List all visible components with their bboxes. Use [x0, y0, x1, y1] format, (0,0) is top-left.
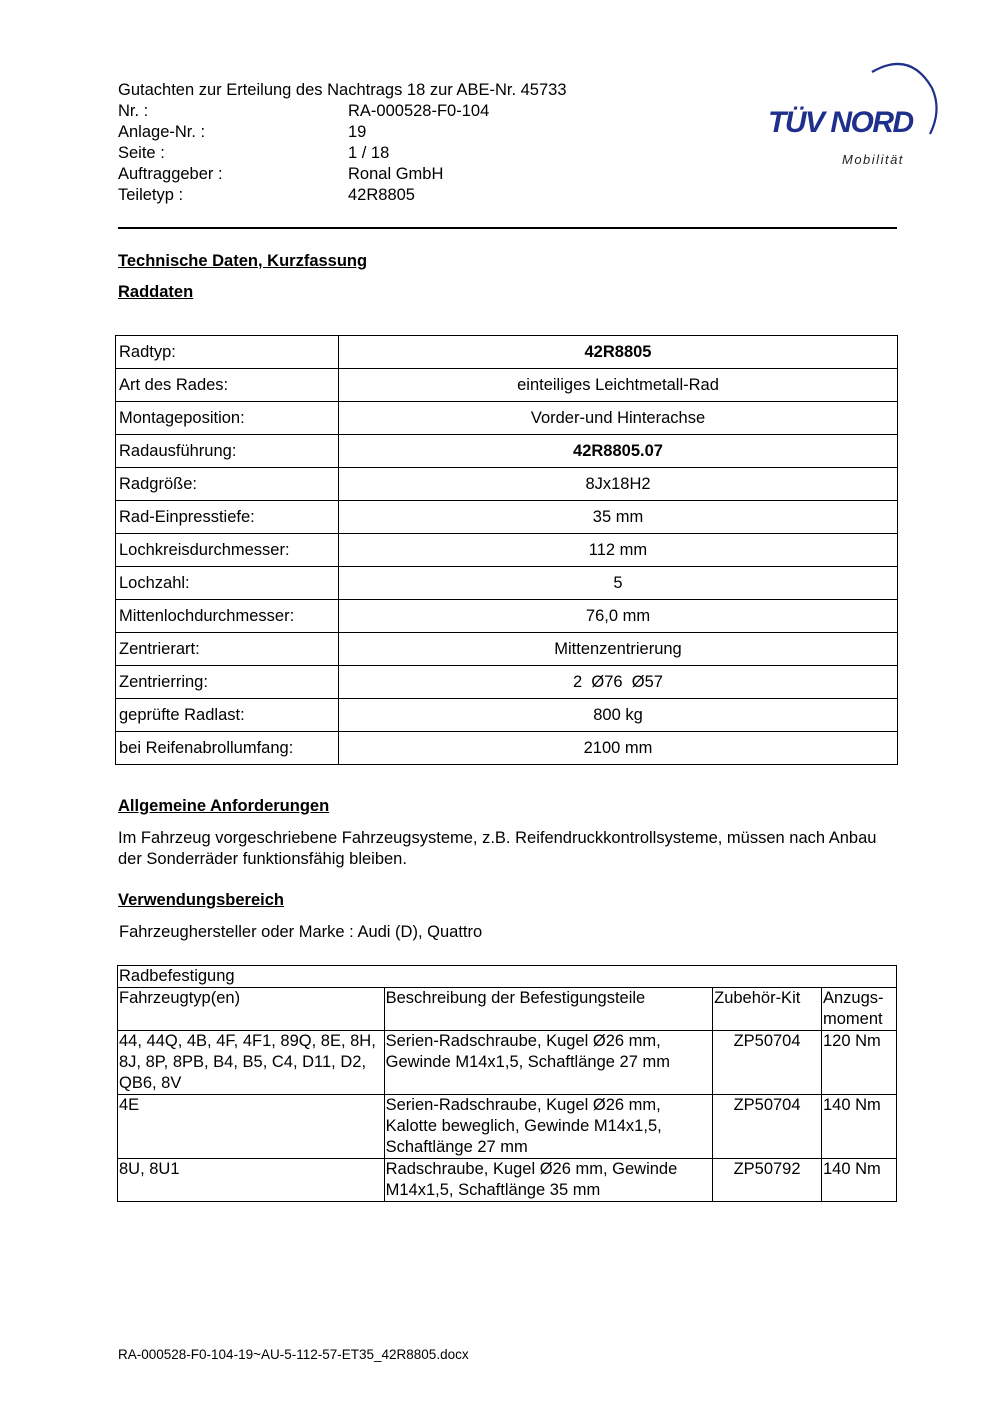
table-cell-kit: ZP50704	[713, 1095, 822, 1159]
header-label: Nr. :	[118, 102, 149, 120]
logo-brand: TÜV NORD	[768, 106, 913, 139]
table-value: 8Jx18H2	[339, 468, 898, 501]
table-value: 76,0 mm	[339, 600, 898, 633]
table-cell-desc: Serien-Radschraube, Kugel Ø26 mm, Gewinde M14x1,5, Schaftlänge 27 mm	[384, 1031, 712, 1095]
header-label: Seite :	[118, 144, 165, 162]
section-heading-raddaten: Raddaten	[118, 283, 194, 301]
table-cell-kit: ZP50792	[713, 1159, 822, 1202]
table-row	[116, 534, 898, 567]
table-value: 5	[339, 567, 898, 600]
table-cell-types: 4E	[118, 1095, 385, 1159]
table-key: Lochkreisdurchmesser:	[116, 534, 339, 567]
table-cell-torque: 120 Nm	[822, 1031, 897, 1095]
table-caption-row	[118, 966, 897, 988]
tuv-nord-logo	[760, 58, 940, 173]
table-cell-types: 44, 44Q, 4B, 4F, 4F1, 89Q, 8E, 8H, 8J, 8P, 8PB, B4, B5, C4, D11, D2, QB6, 8V	[118, 1031, 385, 1095]
table-row	[116, 699, 898, 732]
table-row	[116, 567, 898, 600]
table-key: Radgröße:	[116, 468, 339, 501]
wheel-fixing-table	[117, 965, 897, 1202]
section-heading-verwendung: Verwendungsbereich	[118, 891, 284, 909]
table-value: 2100 mm	[339, 732, 898, 765]
table-key: Art des Rades:	[116, 369, 339, 402]
table-row	[118, 1095, 897, 1159]
header-value: RA-000528-F0-104	[348, 102, 490, 120]
table-key: Radtyp:	[116, 336, 339, 369]
table-value: 42R8805	[339, 336, 898, 369]
table-row	[116, 402, 898, 435]
table-value: 42R8805.07	[339, 435, 898, 468]
table-key: Lochzahl:	[116, 567, 339, 600]
header-row-teiletyp	[118, 185, 567, 206]
column-header: Fahrzeugtyp(en)	[118, 988, 385, 1031]
table-cell-desc: Radschraube, Kugel Ø26 mm, Gewinde M14x1,5, Schaftlänge 35 mm	[384, 1159, 712, 1202]
table-value: Vorder-und Hinterachse	[339, 402, 898, 435]
table-cell-kit: ZP50704	[713, 1031, 822, 1095]
table-cell-torque: 140 Nm	[822, 1095, 897, 1159]
table-cell-types: 8U, 8U1	[118, 1159, 385, 1202]
table-value: 2 Ø76 Ø57	[339, 666, 898, 699]
table-row	[116, 369, 898, 402]
document-header	[118, 80, 567, 206]
table-key: Montageposition:	[116, 402, 339, 435]
wheel-data-table	[115, 335, 898, 765]
header-label: Anlage-Nr. :	[118, 123, 206, 141]
table-value: einteiliges Leichtmetall-Rad	[339, 369, 898, 402]
header-row-auftraggeber	[118, 164, 567, 185]
table-row	[116, 600, 898, 633]
header-label: Auftraggeber :	[118, 165, 223, 183]
table-row	[116, 732, 898, 765]
header-row-anlage	[118, 122, 567, 143]
table-value: 35 mm	[339, 501, 898, 534]
table-header-row	[118, 988, 897, 1031]
header-value: 42R8805	[348, 186, 415, 204]
header-row-seite	[118, 143, 567, 164]
table-row	[116, 468, 898, 501]
section-heading-allgemein: Allgemeine Anforderungen	[118, 797, 330, 815]
table-key: Radausführung:	[116, 435, 339, 468]
logo-subtitle: Mobilität	[842, 152, 904, 167]
column-header: Anzugs-moment	[822, 988, 897, 1031]
header-value: 1 / 18	[348, 144, 390, 162]
table-row	[118, 1031, 897, 1095]
table-value: 800 kg	[339, 699, 898, 732]
table-row	[116, 666, 898, 699]
header-row-nr	[118, 101, 567, 122]
document-footer: RA-000528-F0-104-19~AU-5-112-57-ET35_42R8805.docx	[118, 1347, 469, 1362]
table-caption: Radbefestigung	[118, 966, 897, 988]
table-key: bei Reifenabrollumfang:	[116, 732, 339, 765]
header-value: Ronal GmbH	[348, 165, 444, 183]
header-label: Teiletyp :	[118, 186, 184, 204]
table-key: geprüfte Radlast:	[116, 699, 339, 732]
header-divider	[118, 227, 897, 229]
table-key: Rad-Einpresstiefe:	[116, 501, 339, 534]
document-title: Gutachten zur Erteilung des Nachtrags 18 zur ABE-Nr. 45733	[118, 81, 567, 99]
table-row	[116, 435, 898, 468]
column-header: Zubehör-Kit	[713, 988, 822, 1031]
table-value: 112 mm	[339, 534, 898, 567]
table-key: Zentrierring:	[116, 666, 339, 699]
table-key: Zentrierart:	[116, 633, 339, 666]
table-row	[116, 501, 898, 534]
table-row	[116, 633, 898, 666]
vehicle-maker-line: Fahrzeughersteller oder Marke : Audi (D), Quattro	[119, 923, 483, 941]
section-heading-tech: Technische Daten, Kurzfassung	[118, 252, 368, 270]
table-cell-desc: Serien-Radschraube, Kugel Ø26 mm, Kalotte beweglich, Gewinde M14x1,5, Schaftlänge 27 mm	[384, 1095, 712, 1159]
table-key: Mittenlochdurchmesser:	[116, 600, 339, 633]
table-value: Mittenzentrierung	[339, 633, 898, 666]
table-row	[116, 336, 898, 369]
table-cell-torque: 140 Nm	[822, 1159, 897, 1202]
header-value: 19	[348, 123, 367, 141]
table-row	[118, 1159, 897, 1202]
requirements-paragraph: Im Fahrzeug vorgeschriebene Fahrzeugsysteme, z.B. Reifendruckkontrollsysteme, müssen nach Anbau der Sonderräder funktionsfähig bleiben.	[118, 829, 877, 868]
column-header: Beschreibung der Befestigungsteile	[384, 988, 712, 1031]
